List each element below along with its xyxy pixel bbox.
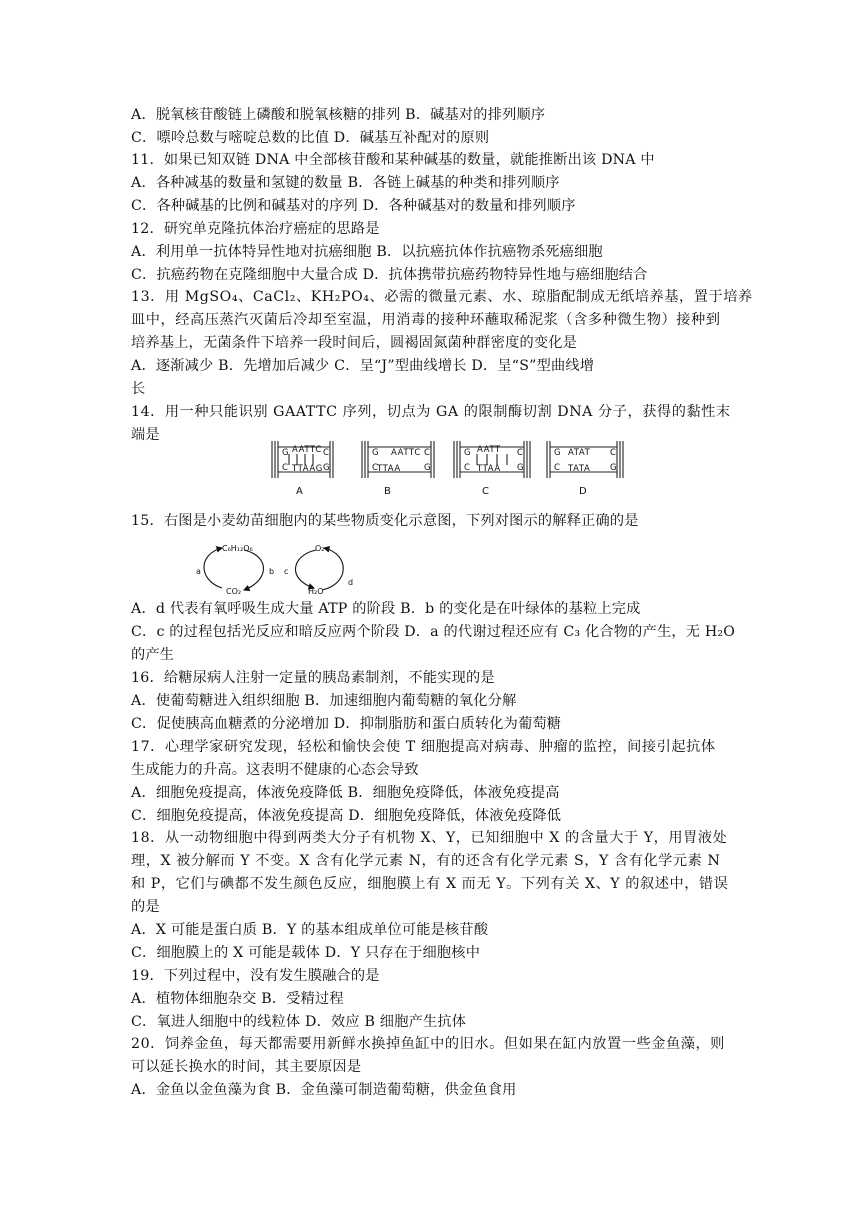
q13-options-wrap: 长 — [131, 381, 146, 397]
q14-c-top-seq: AATT — [477, 445, 501, 455]
q18-stem-line1: 18．从一动物细胞中得到两类大分子有机物 X、Y，已知细胞中 X 的含量大于 Y，用胃液处 — [131, 830, 728, 846]
q18-stem-line3: 和 P，它们与碘都不发生颜色反应，细胞膜上有 X 而无 Y。下列有关 X、Y 的叙述中，错误 — [131, 876, 729, 892]
q14-c-bottom-seq: TTAA — [477, 464, 501, 474]
q14-b-top-seq: AATTC — [391, 448, 421, 458]
svg-text:G: G — [554, 448, 561, 458]
svg-text:G: G — [464, 448, 471, 458]
svg-text:G: G — [424, 463, 431, 473]
svg-text:C: C — [323, 448, 329, 458]
q14-stem-line1: 14．用一种只能识别 GAATTC 序列，切点为 GA 的限制酶切割 DNA 分子，获得的黏性末 — [131, 404, 731, 420]
q16-stem: 16．给糖尿病人注射一定量的胰岛素制剂，不能实现的是 — [131, 670, 495, 686]
q15-co2-label: CO₂ — [226, 587, 242, 596]
q10-option-cd: C．嘌呤总数与嘧啶总数的比值 D．碱基互补配对的原则 — [131, 130, 490, 146]
q12-stem: 12．研究单克隆抗体治疗癌症的思路是 — [131, 221, 380, 237]
svg-text:G: G — [610, 463, 617, 473]
q15-option-cd: C．c 的过程包括光反应和暗反应两个阶段 D．a 的代谢过程还应有 C₃ 化合物的产生，无 H₂O — [131, 624, 736, 640]
q15-arrow-b: b — [269, 567, 275, 576]
q10-option-ab: A．脱氧核苷酸链上磷酸和脱氧核糖的排列 B．碱基对的排列顺序 — [131, 107, 546, 123]
q14-d-top-seq: ATAT — [568, 448, 591, 458]
q11-option-ab: A．各种减基的数量和氢键的数量 B．各链上碱基的种类和排列顺序 — [131, 175, 560, 191]
q14-label-b: B — [384, 486, 391, 497]
q16-option-cd: C．促使胰高血糖煮的分泌增加 D．抑制脂肪和蛋白质转化为葡萄糖 — [131, 716, 562, 732]
q17-option-cd: C．细胞免疫提高，体液免疫提高 D．细胞免疫降低，体液免疫降低 — [131, 808, 562, 824]
q15-o2-label: O₂ — [315, 544, 325, 553]
q13-stem-line2: 皿中，经高压蒸汽灭菌后冷却至室温，用消毒的接种环蘸取稀泥浆（含多种微生物）接种到 — [131, 312, 721, 328]
q14-label-d: D — [579, 486, 587, 497]
q13-stem-line3: 培养基上，无菌条件下培养一段时间后，圆褐固氮菌种群密度的变化是 — [131, 335, 578, 351]
q15-stem: 15．右图是小麦幼苗细胞内的某些物质变化示意图，下列对图示的解释正确的是 — [131, 513, 639, 529]
q17-option-ab: A．细胞免疫提高，体液免疫降低 B．细胞免疫降低，体液免疫提高 — [131, 785, 560, 801]
svg-text:C: C — [372, 463, 378, 473]
q15-cycle-figure — [192, 540, 362, 600]
q12-option-cd: C．抗癌药物在克隆细胞中大量合成 D．抗体携带抗癌药物特异性地与癌细胞结合 — [131, 267, 648, 283]
q18-option-ab: A．X 可能是蛋白质 B．Y 的基本组成单位可能是核苷酸 — [131, 922, 489, 938]
q14-b-bottom-seq: TTAA — [377, 464, 401, 474]
q16-option-ab: A．使葡萄糖进入组织细胞 B．加速细胞内葡萄糖的氧化分解 — [131, 693, 517, 709]
q15-option-cd-wrap: 的产生 — [131, 647, 175, 663]
q17-stem-line2: 生成能力的升高。这表明不健康的心态会导致 — [131, 762, 419, 778]
q14-label-a: A — [296, 486, 303, 497]
q14-stem-line2: 端是 — [131, 427, 160, 443]
svg-text:C: C — [464, 463, 470, 473]
q19-option-ab: A．植物体细胞杂交 B．受精过程 — [131, 991, 344, 1007]
q18-option-cd: C．细胞膜上的 X 可能是载体 D．Y 只存在于细胞核中 — [131, 945, 481, 961]
q11-option-cd: C．各种碱基的比例和碱基对的序列 D．各种碱基对的数量和排列顺序 — [131, 198, 576, 214]
q13-options: A．逐渐减少 B．先增加后减少 C．呈“J”型曲线增长 D．呈“S”型曲线增 — [131, 358, 595, 374]
q18-stem-line2: 理，X 被分解而 Y 不变。X 含有化学元素 N，有的还含有化学元素 S，Y 含有化学元素 N — [131, 853, 721, 869]
svg-text:C: C — [554, 463, 560, 473]
q17-stem-line1: 17．心理学家研究发现，轻松和愉快会使 T 细胞提高对病毒、肿瘤的监控，间接引起抗体 — [131, 739, 716, 755]
q15-glucose-label: C₆H₁₂O₆ — [222, 544, 253, 553]
q14-d-bottom-seq: TATA — [568, 464, 591, 474]
svg-text:C: C — [517, 448, 523, 458]
q15-arrow-d: d — [348, 578, 354, 587]
q13-stem-line1: 13．用 MgSO₄、CaCl₂、KH₂PO₄、必需的微量元素、水、琼脂配制成无纸培养基，置于培养 — [131, 289, 753, 305]
q20-stem-line1: 20．饲养金鱼，每天都需要用新鲜水换掉鱼缸中的旧水。但如果在缸内放置一些金鱼藻，则 — [131, 1036, 725, 1052]
q14-sticky-end-figure — [265, 438, 635, 500]
svg-text:G: G — [282, 448, 289, 458]
q19-stem: 19．下列过程中，没有发生膜融合的是 — [131, 968, 380, 984]
q14-a-bottom-seq: TTAAG — [292, 464, 323, 474]
svg-text:G: G — [323, 463, 330, 473]
q15-h2o-label: H₂O — [308, 587, 324, 596]
svg-text:G: G — [372, 448, 379, 458]
q14-label-c: C — [482, 486, 489, 497]
q18-stem-line4: 的是 — [131, 899, 160, 915]
q15-arrow-a: a — [196, 567, 201, 576]
svg-text:C: C — [424, 448, 430, 458]
q14-a-top-seq: AATTC — [292, 445, 322, 455]
q20-stem-line2: 可以延长换水的时间，其主要原因是 — [131, 1059, 362, 1075]
q15-arrow-c: c — [284, 567, 289, 576]
svg-text:C: C — [282, 463, 288, 473]
q20-option-ab: A．金鱼以金鱼藻为食 B．金鱼藻可制造葡萄糖，供金鱼食用 — [131, 1082, 517, 1098]
q11-stem: 11．如果已知双链 DNA 中全部核苷酸和某种碱基的数量，就能推断出该 DNA 中 — [131, 152, 655, 168]
svg-text:G: G — [517, 463, 524, 473]
q12-option-ab: A．利用单一抗体特异性地对抗癌细胞 B．以抗癌抗体作抗癌物杀死癌细胞 — [131, 244, 603, 260]
q15-option-ab: A．d 代表有氧呼吸生成大量 ATP 的阶段 B．b 的变化是在叶绿体的基粒上完成 — [131, 601, 641, 617]
svg-text:C: C — [610, 448, 616, 458]
q19-option-cd: C．氧进人细胞中的线粒体 D．效应 B 细胞产生抗体 — [131, 1014, 467, 1030]
